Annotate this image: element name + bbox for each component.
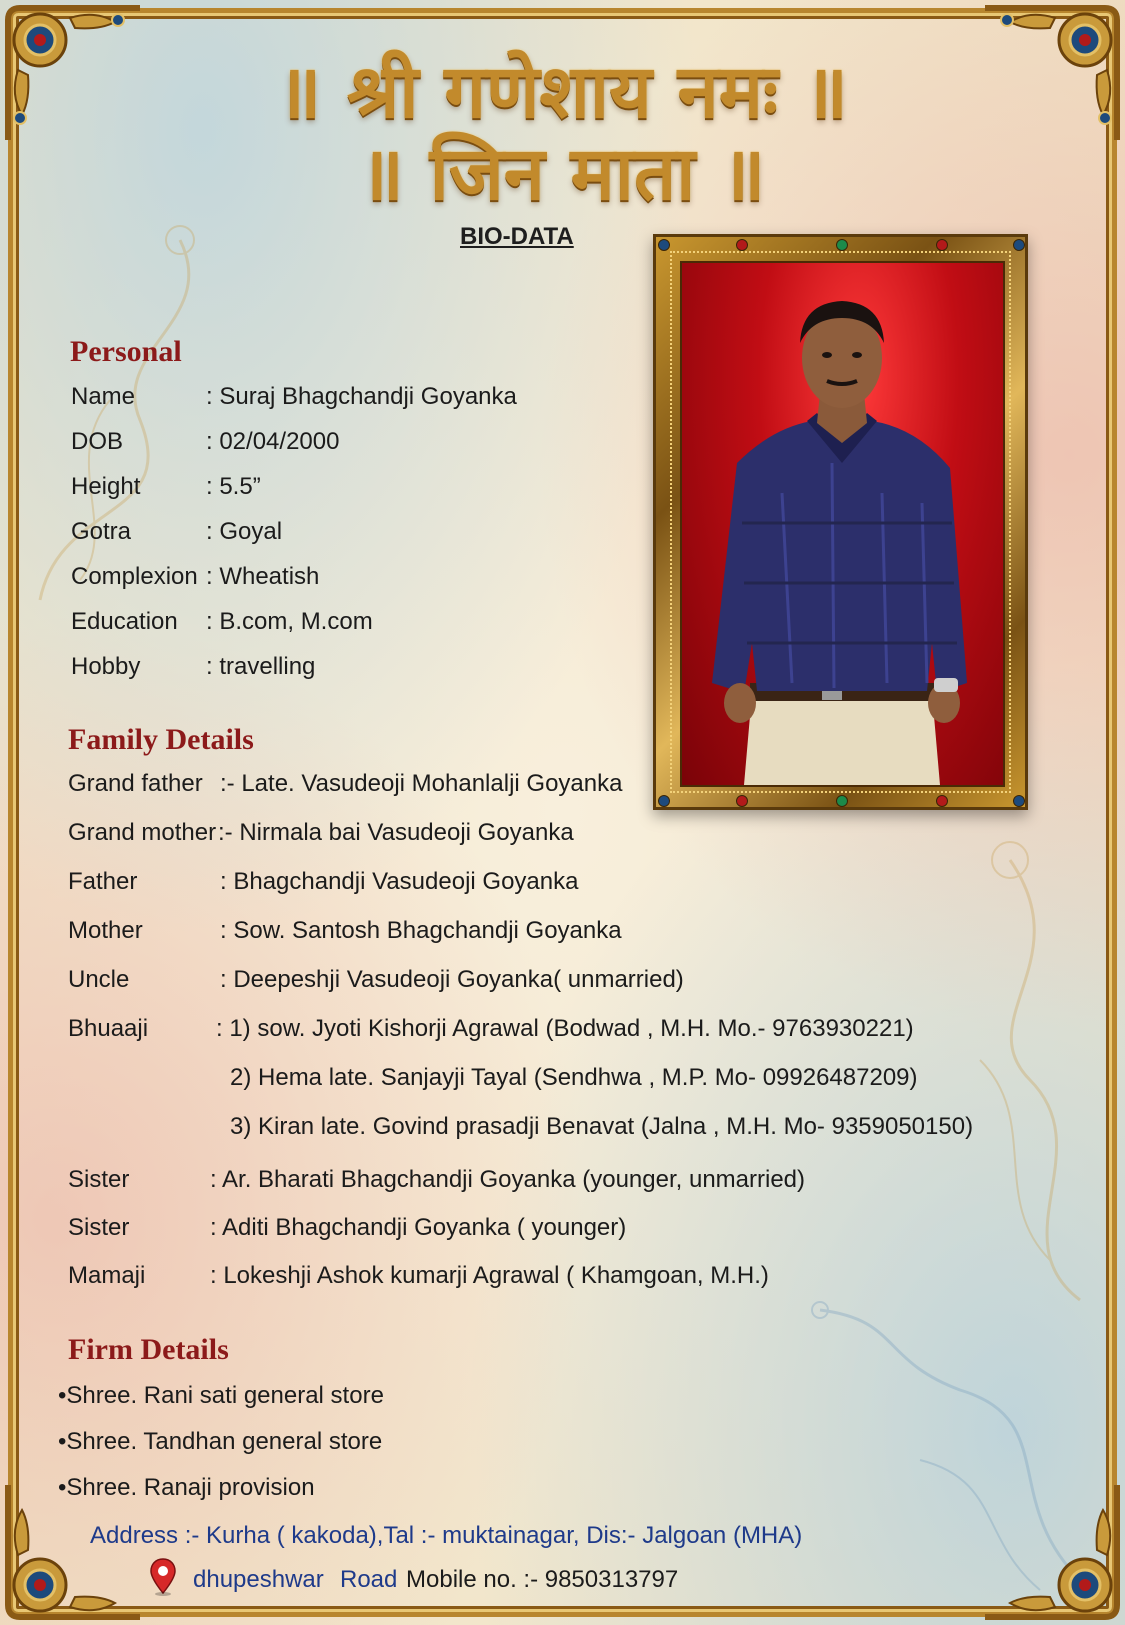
firm-item-2: •Shree. Tandhan general store [58, 1428, 383, 1455]
frame-gem [658, 239, 670, 251]
profile-photo [680, 261, 1005, 787]
bhuaaji-item-2: 2) Hema late. Sanjayji Tayal (Sendhwa , M.P. Mo- 09926487209) [230, 1064, 918, 1091]
row-label: Father [68, 868, 138, 895]
row-value: : travelling [206, 653, 316, 680]
row-value: : Deepeshji Vasudeoji Goyanka( unmarried) [220, 966, 684, 993]
frame-gem [836, 795, 848, 807]
section-title-personal: Personal [70, 335, 182, 368]
row-label: Bhuaaji [68, 1015, 149, 1042]
row-value: : Wheatish [206, 563, 320, 590]
frame-gem [836, 239, 848, 251]
frame-gem [736, 795, 748, 807]
section-title-firm: Firm Details [68, 1333, 229, 1366]
jin-mata-heading: ॥ जिन माता ॥ [359, 131, 766, 217]
row-label: Sister [68, 1166, 130, 1193]
row-label: Hobby [71, 653, 141, 680]
row-value: : Aditi Bhagchandji Goyanka ( younger) [210, 1214, 627, 1241]
frame-gem [658, 795, 670, 807]
row-label: Name [71, 383, 136, 410]
row-label: Uncle [68, 966, 130, 993]
firm-item-3: •Shree. Ranaji provision [58, 1474, 315, 1501]
corner-ornament-bottom-right [975, 1475, 1125, 1625]
frame-gem [1013, 795, 1025, 807]
bhuaaji-item-1: : 1) sow. Jyoti Kishorji Agrawal (Bodwad , M.H. Mo.- 9763930221) [216, 1015, 914, 1042]
row-value: :- Late. Vasudeoji Mohanlalji Goyanka [220, 770, 623, 797]
invocation-heading: ॥ श्री गणेशाय नमः ॥ [276, 49, 849, 135]
address-line: Address :- Kurha ( kakoda),Tal :- muktainagar, Dis:- Jalgoan (MHA) [90, 1522, 803, 1549]
row-label: Grand father [68, 770, 203, 797]
row-value: : Goyal [206, 518, 283, 545]
row-label: Complexion [71, 563, 198, 590]
location-pin-icon [148, 1557, 178, 1597]
row-value: : 5.5” [206, 473, 261, 500]
bhuaaji-item-3: 3) Kiran late. Govind prasadji Benavat (Jalna , M.H. Mo- 9359050150) [230, 1113, 974, 1140]
frame-gem [1013, 239, 1025, 251]
row-label: Mother [68, 917, 143, 944]
row-label: Grand mother [68, 819, 217, 846]
row-value: : Bhagchandji Vasudeoji Goyanka [220, 868, 579, 895]
row-value: : Sow. Santosh Bhagchandji Goyanka [220, 917, 622, 944]
photo-frame [653, 234, 1028, 810]
row-label: Mamaji [68, 1262, 146, 1289]
firm-item-1: •Shree. Rani sati general store [58, 1382, 384, 1409]
row-value: : Lokeshji Ashok kumarji Agrawal ( Khamgoan, M.H.) [210, 1262, 769, 1289]
frame-gem [936, 239, 948, 251]
row-label: Height [71, 473, 141, 500]
frame-gem [736, 239, 748, 251]
row-value: : 02/04/2000 [206, 428, 340, 455]
row-value: :- Nirmala bai Vasudeoji Goyanka [218, 819, 574, 846]
row-label: DOB [71, 428, 124, 455]
road-name-part2: Road [340, 1566, 398, 1593]
row-value: : Ar. Bharati Bhagchandji Goyanka (younger, unmarried) [210, 1166, 806, 1193]
document-title: BIO-DATA [460, 223, 574, 250]
road-name-part1: dhupeshwar [193, 1566, 324, 1593]
row-value: : B.com, M.com [206, 608, 373, 635]
mobile-number: Mobile no. :- 9850313797 [406, 1566, 679, 1593]
row-label: Education [71, 608, 178, 635]
person-portrait [682, 263, 1003, 785]
frame-gem [936, 795, 948, 807]
section-title-family: Family Details [68, 723, 254, 756]
row-label: Gotra [71, 518, 132, 545]
row-label: Sister [68, 1214, 130, 1241]
row-value: : Suraj Bhagchandji Goyanka [206, 383, 517, 410]
